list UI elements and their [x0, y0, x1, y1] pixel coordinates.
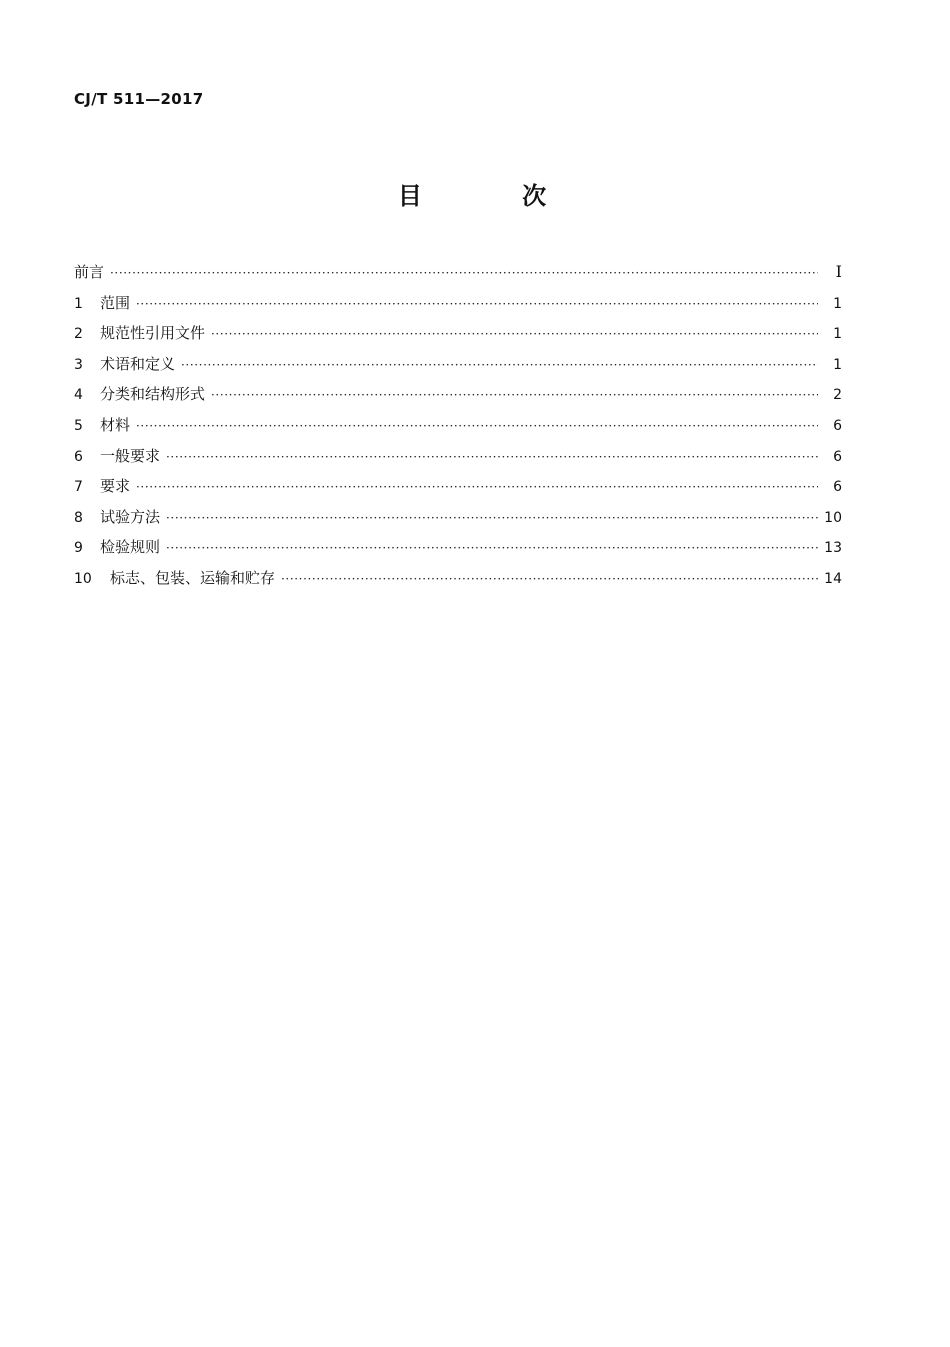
- toc-entry-page: 10: [824, 509, 842, 526]
- toc-entry-normative-references[interactable]: [74, 318, 842, 349]
- toc-leader-dots: [211, 319, 818, 350]
- toc-entry-label: 一般要求: [100, 446, 161, 465]
- toc-entry-page: 1: [833, 356, 842, 373]
- toc-entry-page: 1: [833, 295, 842, 312]
- toc-entry-number: 9: [74, 540, 83, 557]
- toc-entry-label: 标志、包装、运输和贮存: [110, 568, 276, 587]
- toc-leader-dots: [136, 472, 818, 503]
- toc-entry-label: 检验规则: [100, 538, 161, 557]
- toc-entry-label: 前言: [74, 263, 105, 281]
- toc-leader-dots: [136, 411, 818, 442]
- toc-leader-dots: [166, 533, 818, 564]
- toc-entry-number: 7: [74, 479, 83, 496]
- toc-entry-scope[interactable]: [74, 288, 842, 319]
- toc-entry-page: 2: [833, 387, 842, 404]
- toc-entry-requirements[interactable]: [74, 471, 842, 502]
- toc-entry-foreword[interactable]: [74, 257, 842, 288]
- toc-leader-dots: [136, 289, 818, 320]
- toc-entry-page: 1: [833, 326, 842, 343]
- toc-entry-number: 8: [74, 509, 83, 526]
- toc-entry-general-requirements[interactable]: [74, 441, 842, 472]
- toc-entry-marking-packaging[interactable]: [74, 563, 842, 594]
- toc-entry-number: 4: [74, 387, 83, 404]
- toc-entry-page: 6: [833, 448, 842, 465]
- toc-leader-dots: [181, 350, 818, 381]
- toc-entry-terms-definitions[interactable]: [74, 349, 842, 380]
- toc-entry-materials[interactable]: [74, 410, 842, 441]
- toc-entry-number: 10: [74, 570, 92, 587]
- toc-entry-label: 要求: [100, 477, 131, 496]
- toc-entry-label: 术语和定义: [100, 354, 176, 373]
- toc-entry-page: 6: [833, 479, 842, 496]
- toc-list: [74, 257, 842, 594]
- toc-entry-page: 13: [824, 540, 842, 557]
- toc-leader-dots: [166, 503, 818, 534]
- toc-leader-dots: [166, 442, 818, 473]
- toc-leader-dots: [211, 380, 818, 411]
- toc-entry-inspection-rules[interactable]: [74, 532, 842, 563]
- toc-entry-label: 规范性引用文件: [100, 324, 206, 343]
- toc-entry-number: 2: [74, 326, 83, 343]
- toc-entry-number: 5: [74, 417, 83, 434]
- toc-leader-dots: [110, 258, 818, 289]
- toc-entry-label: 范围: [100, 293, 131, 312]
- toc-entry-test-methods[interactable]: [74, 502, 842, 533]
- toc-entry-label: 分类和结构形式: [100, 385, 206, 404]
- toc-title: 目 次: [397, 182, 593, 210]
- toc-entry-classification[interactable]: [74, 379, 842, 410]
- toc-entry-number: 6: [74, 448, 83, 465]
- toc-entry-number: 1: [74, 295, 83, 312]
- toc-entry-label: 材料: [100, 415, 131, 434]
- toc-entry-page: 14: [824, 570, 842, 587]
- toc-entry-number: 3: [74, 356, 83, 373]
- standard-code: CJ/T 511—2017: [74, 90, 204, 108]
- toc-entry-page: Ⅰ: [835, 262, 842, 281]
- toc-leader-dots: [281, 564, 818, 595]
- toc-entry-page: 6: [833, 417, 842, 434]
- toc-entry-label: 试验方法: [100, 507, 161, 526]
